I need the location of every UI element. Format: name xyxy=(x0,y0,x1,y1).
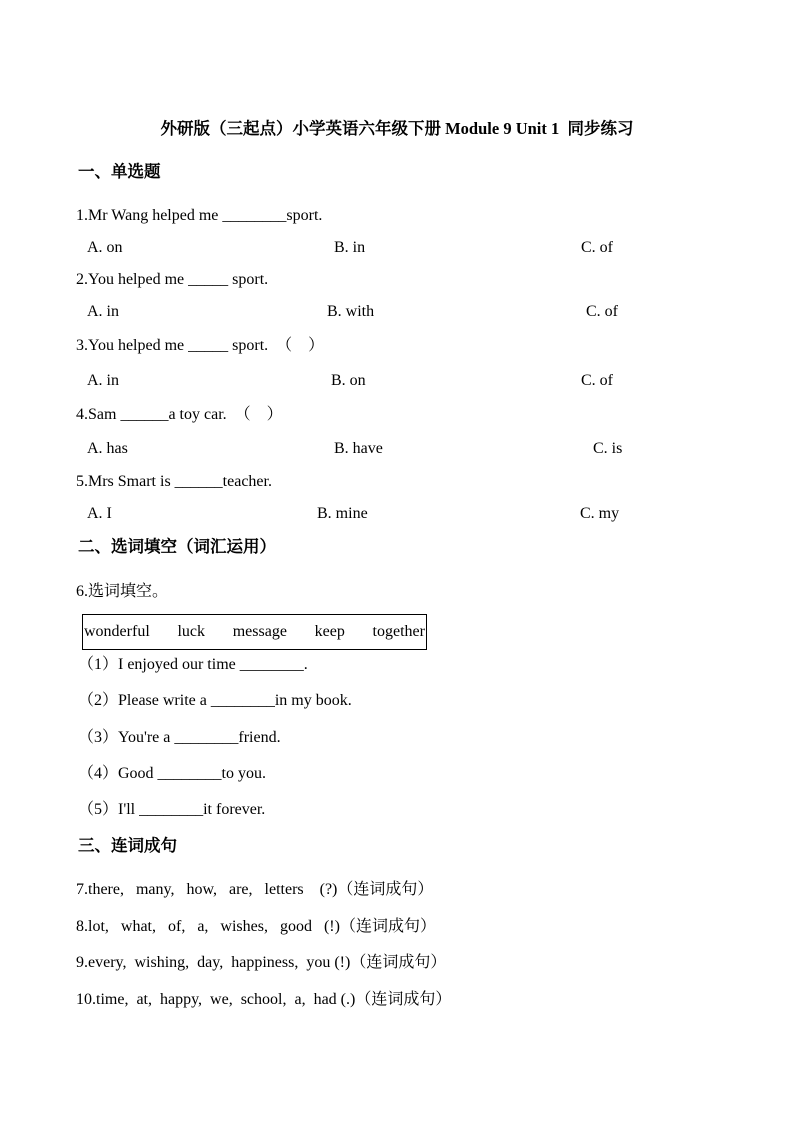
section-heading-single-choice: 一、单选题 xyxy=(78,162,161,181)
question-4: 4.Sam ______a toy car. （ ） xyxy=(76,406,283,423)
q5-option-b: B. mine xyxy=(317,505,368,522)
q3-option-c: C. of xyxy=(581,372,613,389)
q3-option-a: A. in xyxy=(87,372,119,389)
word-bank-item: together xyxy=(372,623,425,640)
question-9: 9.every, wishing, day, happiness, you (!)（连词成句） xyxy=(76,954,447,971)
q2-option-c: C. of xyxy=(586,303,618,320)
q4-option-c: C. is xyxy=(593,440,623,457)
q1-option-c: C. of xyxy=(581,239,613,256)
question-6-intro: 6.选词填空。 xyxy=(76,583,169,600)
fill-item-4: （4）Good ________to you. xyxy=(78,765,267,782)
q4-option-a: A. has xyxy=(87,440,128,457)
fill-item-2: （2）Please write a ________in my book. xyxy=(78,692,352,709)
word-bank-item: wonderful xyxy=(84,623,150,640)
q2-option-b: B. with xyxy=(327,303,375,320)
q4-option-b: B. have xyxy=(334,440,383,457)
q3-option-b: B. on xyxy=(331,372,366,389)
section-heading-word-fill: 二、选词填空（词汇运用） xyxy=(78,537,276,556)
page-title: 外研版（三起点）小学英语六年级下册 Module 9 Unit 1 同步练习 xyxy=(160,119,634,138)
word-bank-box xyxy=(82,614,427,650)
q5-option-c: C. my xyxy=(580,505,620,522)
fill-item-5: （5）I'll ________it forever. xyxy=(78,801,266,818)
q5-option-a: A. I xyxy=(87,505,112,522)
section-heading-sentence-order: 三、连词成句 xyxy=(78,836,177,855)
word-bank-item: message xyxy=(232,623,287,640)
fill-item-3: （3）You're a ________friend. xyxy=(78,729,281,746)
question-8: 8.lot, what, of, a, wishes, good (!)（连词成句） xyxy=(76,918,436,935)
q1-option-a: A. on xyxy=(87,239,123,256)
question-7: 7.there, many, how, are, letters (?)（连词成句） xyxy=(76,881,434,898)
question-10: 10.time, at, happy, we, school, a, had (.)（连词成句） xyxy=(76,991,452,1008)
question-5: 5.Mrs Smart is ______teacher. xyxy=(76,473,272,490)
fill-item-1: （1）I enjoyed our time ________. xyxy=(78,656,308,673)
q1-option-b: B. in xyxy=(334,239,366,256)
question-3: 3.You helped me _____ sport. （ ） xyxy=(76,337,325,354)
question-1: 1.Mr Wang helped me ________sport. xyxy=(76,207,323,224)
q2-option-a: A. in xyxy=(87,303,119,320)
word-bank-item: luck xyxy=(177,623,206,640)
word-bank-item: keep xyxy=(314,623,345,640)
question-2: 2.You helped me _____ sport. xyxy=(76,271,269,288)
